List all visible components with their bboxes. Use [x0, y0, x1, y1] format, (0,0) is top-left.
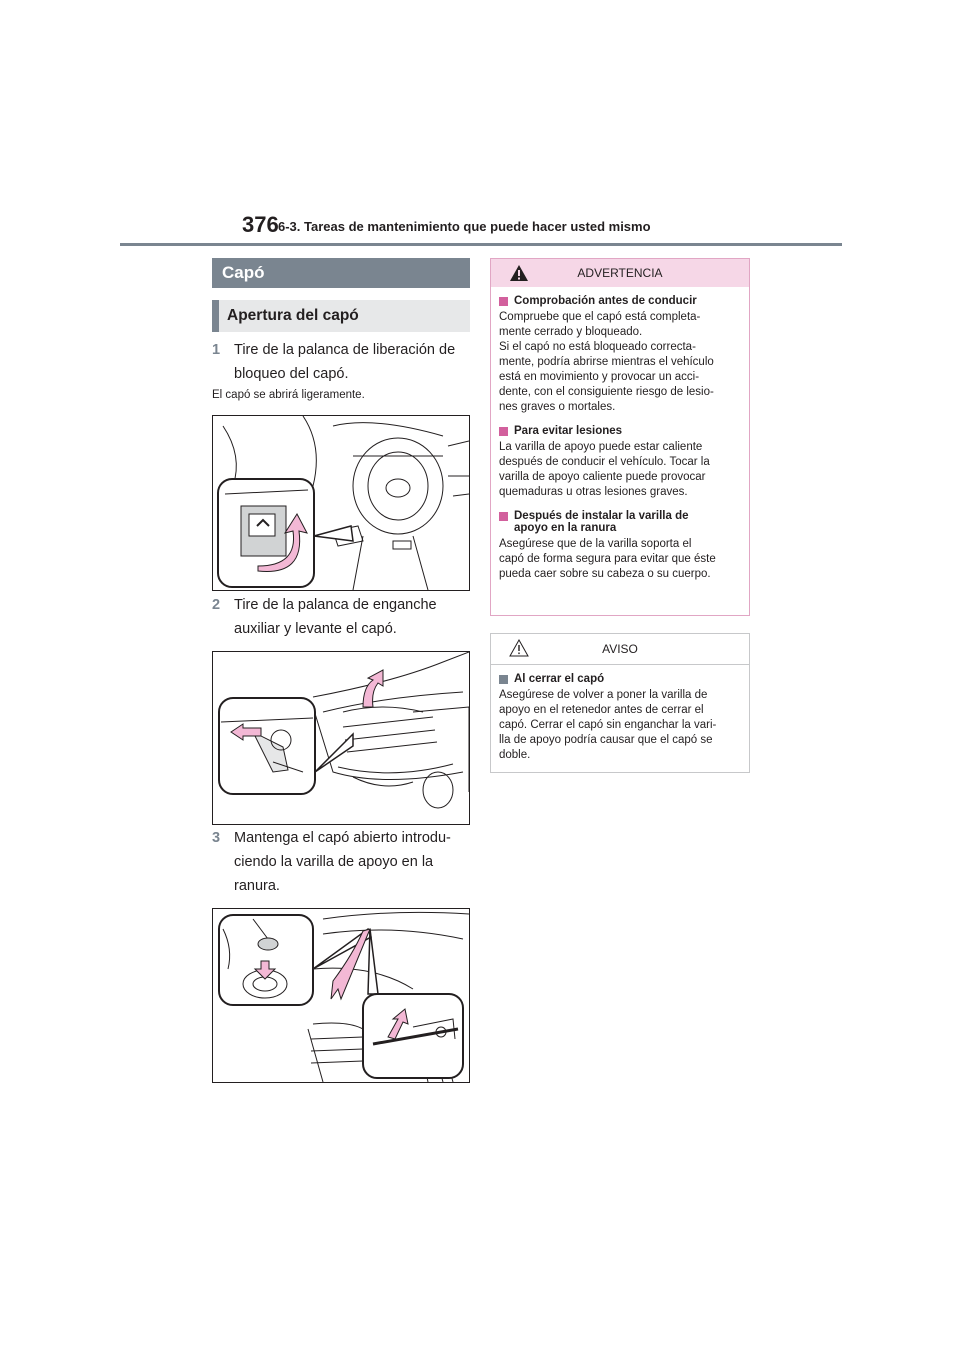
notice-item-text: Asegúrese de volver a poner la varilla de apoyo en el retenedor antes de cerrar el capó. Cerrar el capó sin enganchar la vari- lla de apoyo podría causar que el capó se doble.: [499, 689, 717, 761]
warning-item-text: La varilla de apoyo puede estar caliente después de conducir el vehículo. Tocar la varilla de apoyo caliente puede provocar quemaduras u otras lesiones graves.: [499, 441, 710, 498]
warning-header: [491, 259, 749, 287]
warning-item-title: Comprobación antes de conducir: [499, 295, 741, 307]
step-text: Tire de la palanca de liberación de: [234, 342, 456, 358]
bullet-square-icon: [499, 675, 508, 684]
step-text: Mantenga el capó abierto introdu-: [234, 830, 451, 846]
section-title: Capó: [212, 258, 470, 288]
bullet-square-icon: [499, 297, 508, 306]
notice-box: [490, 633, 750, 773]
bullet-square-icon: [499, 427, 508, 436]
warning-box: [490, 258, 750, 616]
notice-heading: AVISO: [602, 642, 638, 656]
warning-item-text: Asegúrese que de la varilla soporta el capó de forma segura para evitar que éste pueda caer sobre su cabeza o su cuerpo.: [499, 538, 716, 580]
dashboard-illustration: [213, 416, 469, 590]
warning-item-title: Para evitar lesiones: [499, 425, 741, 437]
step-number: 1: [212, 342, 221, 358]
step-text: ciendo la varilla de apoyo en la: [234, 854, 434, 870]
step-text: bloqueo del capó.: [234, 366, 349, 382]
lift-arrow-icon: [363, 670, 383, 707]
step-3: [212, 826, 472, 898]
rod-arrow-icon: [331, 929, 370, 999]
car-front-illustration: [213, 652, 469, 824]
notice-item-title: Al cerrar el capó: [499, 673, 741, 685]
warning-item-title: Después de instalar la varilla de apoyo en la ranura: [499, 510, 741, 534]
page-number: 376: [242, 212, 279, 237]
warning-heading: ADVERTENCIA: [577, 266, 663, 280]
support-rod-illustration: [213, 909, 469, 1082]
subsection-title: Apertura del capó: [212, 300, 470, 332]
notice-header: [491, 634, 749, 665]
step-number: 2: [212, 597, 221, 613]
inset-frame: [219, 915, 313, 1005]
step-1: [212, 338, 472, 386]
caution-icon: [509, 639, 529, 657]
figure-support-rod: [212, 908, 470, 1083]
figure-auxiliary-catch: [212, 651, 470, 825]
step-text: auxiliar y levante el capó.: [234, 621, 397, 637]
warning-item-text: Compruebe que el capó está completa- mente cerrado y bloqueado. Si el capó no está bloqueado correcta- mente, podría abrirse mientras el vehículo está en movimiento y provocar un acci- dente, con el consiguiente riesgo de lesio- nes graves o mortales.: [499, 311, 714, 413]
chapter-title: 6-3. Tareas de mantenimiento que puede hacer usted mismo: [278, 219, 651, 234]
step-text: ranura.: [234, 878, 280, 894]
step-2: [212, 593, 472, 641]
header-rule: [120, 243, 842, 246]
step-text: Tire de la palanca de enganche: [234, 597, 437, 613]
warning-icon: [509, 264, 529, 282]
bullet-square-icon: [499, 512, 508, 521]
step-number: 3: [212, 830, 221, 846]
step-note: El capó se abrirá ligeramente.: [212, 389, 365, 401]
figure-hood-release-lever: [212, 415, 470, 591]
